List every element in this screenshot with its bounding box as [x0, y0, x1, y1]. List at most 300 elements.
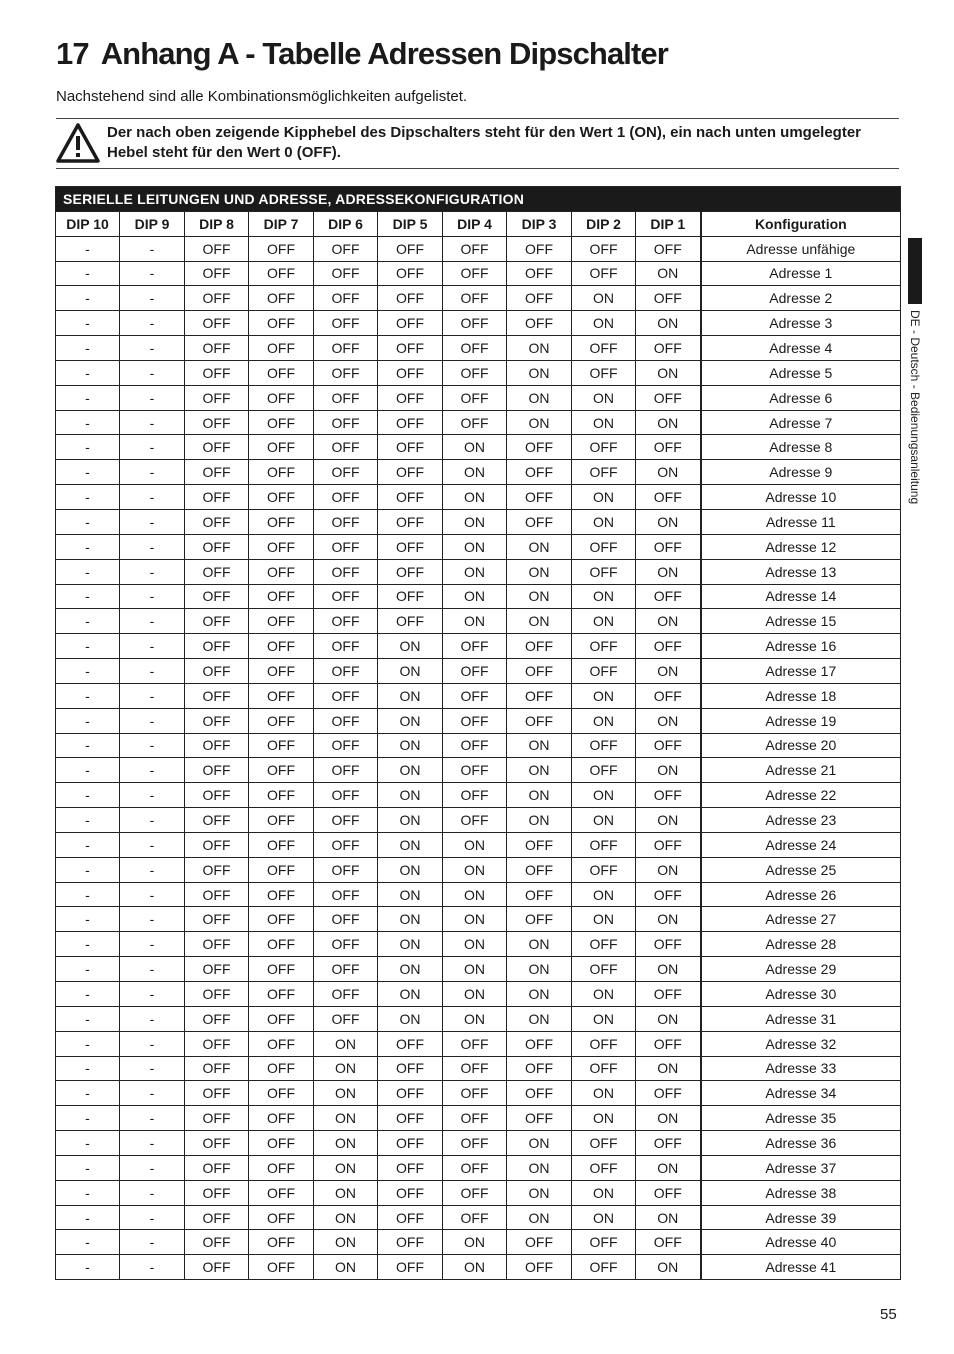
- dip-cell: OFF: [314, 385, 378, 410]
- dip-cell: -: [56, 236, 120, 261]
- dip-cell: ON: [636, 261, 701, 286]
- dip-cell: OFF: [249, 659, 314, 684]
- dip-cell: OFF: [443, 1106, 507, 1131]
- config-cell: Adresse 23: [701, 808, 901, 833]
- dip-cell: ON: [314, 1106, 378, 1131]
- table-row: [56, 957, 901, 982]
- table-row: [56, 1131, 901, 1156]
- dip-cell: ON: [314, 1230, 378, 1255]
- side-tab-marker: [908, 238, 922, 304]
- dip-cell: -: [120, 584, 185, 609]
- dip-cell: -: [56, 758, 120, 783]
- dip-cell: -: [120, 733, 185, 758]
- dip-cell: OFF: [572, 1155, 636, 1180]
- config-cell: Adresse 17: [701, 659, 901, 684]
- dip-cell: -: [120, 1180, 185, 1205]
- dip-cell: OFF: [249, 236, 314, 261]
- dip-cell: ON: [378, 882, 443, 907]
- dip-cell: OFF: [185, 1056, 249, 1081]
- dip-cell: -: [56, 832, 120, 857]
- config-cell: Adresse 6: [701, 385, 901, 410]
- dip-cell: OFF: [185, 1006, 249, 1031]
- dip-cell: ON: [636, 957, 701, 982]
- dip-cell: OFF: [185, 336, 249, 361]
- dip-cell: OFF: [443, 261, 507, 286]
- dip-cell: OFF: [185, 534, 249, 559]
- dip-cell: ON: [507, 336, 572, 361]
- dip-cell: ON: [443, 609, 507, 634]
- dip-cell: -: [120, 957, 185, 982]
- dip-cell: OFF: [249, 1180, 314, 1205]
- dip-cell: OFF: [314, 758, 378, 783]
- dip-cell: OFF: [249, 460, 314, 485]
- dip-cell: -: [120, 1131, 185, 1156]
- dip-cell: -: [56, 733, 120, 758]
- dip-cell: OFF: [507, 286, 572, 311]
- dip-cell: ON: [572, 485, 636, 510]
- dip-cell: OFF: [572, 1056, 636, 1081]
- dip-cell: OFF: [314, 1006, 378, 1031]
- dip-cell: OFF: [378, 1255, 443, 1280]
- page-title: [56, 36, 668, 72]
- dip-cell: ON: [378, 907, 443, 932]
- dip-cell: ON: [572, 683, 636, 708]
- dip-cell: -: [120, 907, 185, 932]
- dip-cell: OFF: [572, 336, 636, 361]
- dip-cell: -: [120, 1155, 185, 1180]
- dip-cell: OFF: [249, 410, 314, 435]
- config-cell: Adresse 41: [701, 1255, 901, 1280]
- dip-cell: OFF: [443, 683, 507, 708]
- dip-cell: ON: [378, 832, 443, 857]
- dip-cell: OFF: [443, 758, 507, 783]
- dip-cell: OFF: [185, 957, 249, 982]
- column-header: DIP 6: [314, 211, 378, 236]
- dip-cell: OFF: [378, 1031, 443, 1056]
- dip-cell: OFF: [378, 584, 443, 609]
- dip-cell: OFF: [572, 236, 636, 261]
- dip-cell: OFF: [572, 758, 636, 783]
- dip-cell: OFF: [249, 261, 314, 286]
- dip-cell: -: [120, 1255, 185, 1280]
- dip-cell: OFF: [314, 683, 378, 708]
- dip-cell: ON: [443, 509, 507, 534]
- warning-box: [56, 118, 899, 169]
- dip-cell: OFF: [636, 1131, 701, 1156]
- dip-cell: -: [56, 1255, 120, 1280]
- dip-cell: OFF: [249, 1131, 314, 1156]
- dip-cell: -: [56, 1230, 120, 1255]
- dip-cell: -: [120, 783, 185, 808]
- dip-cell: OFF: [636, 435, 701, 460]
- dip-cell: ON: [378, 683, 443, 708]
- config-cell: Adresse 39: [701, 1205, 901, 1230]
- table-row: [56, 1006, 901, 1031]
- table-row: [56, 286, 901, 311]
- dip-cell: OFF: [378, 261, 443, 286]
- dip-cell: -: [120, 460, 185, 485]
- warning-triangle-icon: [56, 123, 100, 163]
- dip-cell: OFF: [249, 584, 314, 609]
- dip-cell: OFF: [314, 485, 378, 510]
- dip-cell: OFF: [185, 659, 249, 684]
- table-row: [56, 609, 901, 634]
- dip-cell: OFF: [314, 634, 378, 659]
- config-cell: Adresse 2: [701, 286, 901, 311]
- dip-cell: ON: [443, 957, 507, 982]
- config-cell: Adresse 35: [701, 1106, 901, 1131]
- dip-cell: ON: [636, 1255, 701, 1280]
- dip-cell: OFF: [185, 435, 249, 460]
- dip-cell: ON: [507, 808, 572, 833]
- dip-cell: OFF: [249, 882, 314, 907]
- dip-cell: OFF: [185, 1205, 249, 1230]
- dip-cell: -: [56, 1106, 120, 1131]
- dip-cell: OFF: [636, 832, 701, 857]
- config-cell: Adresse 8: [701, 435, 901, 460]
- table-row: [56, 1081, 901, 1106]
- dip-cell: ON: [443, 932, 507, 957]
- table-row: [56, 1180, 901, 1205]
- dip-cell: OFF: [636, 683, 701, 708]
- table-row: [56, 1230, 901, 1255]
- dip-cell: -: [120, 435, 185, 460]
- dip-cell: -: [56, 261, 120, 286]
- dip-cell: OFF: [636, 1230, 701, 1255]
- dip-cell: ON: [443, 982, 507, 1007]
- table-row: [56, 435, 901, 460]
- dip-cell: OFF: [507, 1255, 572, 1280]
- dip-cell: ON: [378, 982, 443, 1007]
- dip-cell: -: [56, 1180, 120, 1205]
- dip-cell: -: [120, 559, 185, 584]
- dip-cell: OFF: [185, 1255, 249, 1280]
- dip-cell: OFF: [443, 634, 507, 659]
- config-cell: Adresse 27: [701, 907, 901, 932]
- config-cell: Adresse 33: [701, 1056, 901, 1081]
- dip-cell: OFF: [249, 783, 314, 808]
- dip-cell: OFF: [185, 509, 249, 534]
- dip-cell: OFF: [185, 982, 249, 1007]
- dip-cell: OFF: [636, 286, 701, 311]
- dip-cell: OFF: [314, 659, 378, 684]
- dip-cell: OFF: [314, 907, 378, 932]
- dip-cell: ON: [636, 460, 701, 485]
- dip-cell: -: [120, 1031, 185, 1056]
- dip-cell: OFF: [185, 460, 249, 485]
- table-row: [56, 808, 901, 833]
- dip-cell: OFF: [249, 683, 314, 708]
- dip-cell: OFF: [636, 634, 701, 659]
- dip-cell: OFF: [378, 336, 443, 361]
- config-cell: Adresse 4: [701, 336, 901, 361]
- dip-cell: OFF: [572, 435, 636, 460]
- dip-cell: ON: [572, 609, 636, 634]
- dip-cell: OFF: [636, 336, 701, 361]
- column-header: DIP 10: [56, 211, 120, 236]
- dip-cell: OFF: [378, 360, 443, 385]
- dip-cell: OFF: [314, 733, 378, 758]
- dip-cell: ON: [378, 957, 443, 982]
- section-title: Anhang A - Tabelle Adressen Dipschalter: [100, 36, 668, 71]
- column-header: DIP 5: [378, 211, 443, 236]
- config-cell: Adresse 5: [701, 360, 901, 385]
- dip-cell: OFF: [249, 808, 314, 833]
- config-cell: Adresse 40: [701, 1230, 901, 1255]
- dip-cell: OFF: [249, 1205, 314, 1230]
- dip-cell: OFF: [185, 832, 249, 857]
- dip-cell: ON: [572, 385, 636, 410]
- dip-cell: ON: [507, 982, 572, 1007]
- dip-cell: OFF: [378, 1180, 443, 1205]
- dip-cell: ON: [636, 559, 701, 584]
- dip-cell: OFF: [507, 857, 572, 882]
- dip-cell: ON: [314, 1155, 378, 1180]
- column-header: DIP 3: [507, 211, 572, 236]
- dip-cell: OFF: [249, 1031, 314, 1056]
- dip-cell: OFF: [572, 1255, 636, 1280]
- dip-cell: OFF: [185, 758, 249, 783]
- dip-cell: OFF: [443, 733, 507, 758]
- dip-cell: OFF: [314, 708, 378, 733]
- dip-cell: ON: [572, 410, 636, 435]
- dip-cell: OFF: [314, 559, 378, 584]
- dip-cell: OFF: [314, 286, 378, 311]
- dip-cell: OFF: [314, 783, 378, 808]
- dip-cell: ON: [507, 410, 572, 435]
- dip-cell: ON: [443, 1255, 507, 1280]
- dip-cell: -: [120, 311, 185, 336]
- dip-cell: OFF: [572, 559, 636, 584]
- config-cell: Adresse 14: [701, 584, 901, 609]
- dip-cell: OFF: [378, 410, 443, 435]
- dip-cell: ON: [636, 410, 701, 435]
- dip-cell: -: [56, 659, 120, 684]
- table-section-title: SERIELLE LEITUNGEN UND ADRESSE, ADRESSEKONFIGURATION: [56, 187, 901, 212]
- dip-cell: OFF: [378, 509, 443, 534]
- dip-cell: ON: [636, 758, 701, 783]
- dip-cell: OFF: [185, 808, 249, 833]
- dip-cell: OFF: [314, 832, 378, 857]
- dip-cell: ON: [507, 385, 572, 410]
- dip-cell: ON: [443, 559, 507, 584]
- dip-cell: OFF: [185, 1106, 249, 1131]
- dip-cell: OFF: [572, 932, 636, 957]
- dip-cell: OFF: [507, 311, 572, 336]
- column-header: DIP 4: [443, 211, 507, 236]
- dip-cell: OFF: [314, 435, 378, 460]
- dip-cell: OFF: [507, 832, 572, 857]
- config-cell: Adresse 29: [701, 957, 901, 982]
- dip-cell: OFF: [507, 509, 572, 534]
- dip-cell: OFF: [636, 882, 701, 907]
- table-row: [56, 509, 901, 534]
- dip-cell: -: [56, 907, 120, 932]
- dip-cell: -: [56, 932, 120, 957]
- table-row: [56, 932, 901, 957]
- config-cell: Adresse 32: [701, 1031, 901, 1056]
- dip-cell: ON: [572, 783, 636, 808]
- dip-cell: OFF: [572, 460, 636, 485]
- side-tab-label: DE - Deutsch - Bedienungsanleitung: [908, 310, 922, 505]
- dip-cell: OFF: [636, 1081, 701, 1106]
- dip-cell: -: [120, 609, 185, 634]
- dip-cell: OFF: [185, 1131, 249, 1156]
- dip-cell: OFF: [378, 1081, 443, 1106]
- dip-cell: ON: [572, 907, 636, 932]
- dip-cell: OFF: [185, 236, 249, 261]
- dip-cell: ON: [314, 1205, 378, 1230]
- dip-cell: ON: [636, 311, 701, 336]
- dip-cell: ON: [572, 584, 636, 609]
- dip-cell: ON: [572, 1081, 636, 1106]
- dip-cell: ON: [378, 634, 443, 659]
- dip-cell: ON: [636, 857, 701, 882]
- table-row: [56, 236, 901, 261]
- dip-cell: OFF: [185, 311, 249, 336]
- dip-cell: OFF: [507, 435, 572, 460]
- dip-cell: OFF: [314, 261, 378, 286]
- dip-cell: OFF: [249, 832, 314, 857]
- config-cell: Adresse 19: [701, 708, 901, 733]
- dip-cell: OFF: [314, 609, 378, 634]
- dip-cell: OFF: [314, 311, 378, 336]
- dip-cell: -: [56, 534, 120, 559]
- column-header: DIP 2: [572, 211, 636, 236]
- dip-cell: OFF: [378, 1205, 443, 1230]
- dip-cell: OFF: [314, 857, 378, 882]
- dip-cell: OFF: [443, 336, 507, 361]
- dip-cell: -: [120, 932, 185, 957]
- dip-cell: OFF: [249, 957, 314, 982]
- table-row: [56, 385, 901, 410]
- dip-cell: -: [56, 360, 120, 385]
- warning-text: Der nach oben zeigende Kipphebel des Dipschalters steht für den Wert 1 (ON), ein nach unten umgelegter Hebel steht für den Wert 0 (OFF).: [107, 124, 862, 161]
- dip-cell: -: [120, 509, 185, 534]
- dip-cell: -: [120, 485, 185, 510]
- section-number: 17: [56, 36, 89, 71]
- dip-cell: OFF: [185, 261, 249, 286]
- dip-cell: OFF: [443, 385, 507, 410]
- config-cell: Adresse 12: [701, 534, 901, 559]
- dip-cell: ON: [636, 708, 701, 733]
- table-row: [56, 1031, 901, 1056]
- dip-cell: -: [56, 882, 120, 907]
- dip-cell: OFF: [185, 1031, 249, 1056]
- dip-cell: OFF: [636, 1180, 701, 1205]
- dip-cell: -: [56, 1131, 120, 1156]
- dip-cell: -: [56, 336, 120, 361]
- dip-cell: ON: [378, 708, 443, 733]
- dip-cell: OFF: [507, 907, 572, 932]
- config-cell: Adresse 30: [701, 982, 901, 1007]
- dip-cell: OFF: [185, 882, 249, 907]
- dip-cell: -: [56, 1056, 120, 1081]
- dip-cell: OFF: [443, 1180, 507, 1205]
- dip-cell: OFF: [249, 559, 314, 584]
- dip-cell: ON: [378, 783, 443, 808]
- table-row: [56, 857, 901, 882]
- dip-cell: OFF: [314, 360, 378, 385]
- table-row: [56, 907, 901, 932]
- dip-cell: OFF: [249, 336, 314, 361]
- table-row: [56, 708, 901, 733]
- dip-cell: OFF: [249, 286, 314, 311]
- dip-cell: ON: [443, 485, 507, 510]
- dip-cell: OFF: [314, 534, 378, 559]
- dip-cell: OFF: [185, 783, 249, 808]
- dip-cell: OFF: [249, 534, 314, 559]
- dip-cell: OFF: [443, 1056, 507, 1081]
- dip-cell: -: [120, 982, 185, 1007]
- dip-cell: OFF: [249, 1230, 314, 1255]
- dip-cell: OFF: [507, 659, 572, 684]
- dip-cell: OFF: [249, 1081, 314, 1106]
- dip-cell: OFF: [378, 1230, 443, 1255]
- dip-cell: -: [56, 311, 120, 336]
- config-cell: Adresse 21: [701, 758, 901, 783]
- dip-cell: OFF: [636, 783, 701, 808]
- table-row: [56, 1056, 901, 1081]
- dip-cell: ON: [443, 832, 507, 857]
- dip-cell: OFF: [507, 882, 572, 907]
- dip-cell: OFF: [249, 435, 314, 460]
- dip-cell: ON: [443, 435, 507, 460]
- dip-cell: -: [120, 261, 185, 286]
- table-row: [56, 261, 901, 286]
- dip-cell: -: [120, 1081, 185, 1106]
- dip-cell: ON: [572, 286, 636, 311]
- dip-cell: OFF: [249, 609, 314, 634]
- dip-cell: -: [56, 808, 120, 833]
- dip-cell: OFF: [185, 634, 249, 659]
- dip-cell: OFF: [314, 584, 378, 609]
- dip-cell: -: [120, 808, 185, 833]
- config-cell: Adresse unfähige: [701, 236, 901, 261]
- dip-cell: OFF: [507, 683, 572, 708]
- dip-cell: ON: [507, 783, 572, 808]
- config-cell: Adresse 26: [701, 882, 901, 907]
- config-cell: Adresse 36: [701, 1131, 901, 1156]
- dip-cell: -: [120, 758, 185, 783]
- dip-cell: OFF: [507, 1081, 572, 1106]
- config-cell: Adresse 7: [701, 410, 901, 435]
- dip-cell: ON: [572, 1180, 636, 1205]
- dip-cell: -: [56, 435, 120, 460]
- dip-cell: -: [56, 634, 120, 659]
- dip-switch-table: [55, 186, 901, 1280]
- table-row: [56, 882, 901, 907]
- dip-cell: OFF: [249, 733, 314, 758]
- dip-cell: OFF: [572, 534, 636, 559]
- dip-cell: -: [56, 1155, 120, 1180]
- column-header: Konfiguration: [701, 211, 901, 236]
- dip-cell: OFF: [443, 1081, 507, 1106]
- dip-cell: ON: [507, 1006, 572, 1031]
- dip-cell: OFF: [443, 410, 507, 435]
- dip-cell: OFF: [378, 385, 443, 410]
- dip-cell: OFF: [185, 559, 249, 584]
- dip-cell: OFF: [507, 236, 572, 261]
- config-cell: Adresse 11: [701, 509, 901, 534]
- table-row: [56, 311, 901, 336]
- dip-cell: ON: [636, 360, 701, 385]
- dip-cell: OFF: [507, 1031, 572, 1056]
- dip-cell: ON: [636, 808, 701, 833]
- table-row: [56, 1255, 901, 1280]
- dip-cell: OFF: [378, 1106, 443, 1131]
- dip-cell: -: [120, 634, 185, 659]
